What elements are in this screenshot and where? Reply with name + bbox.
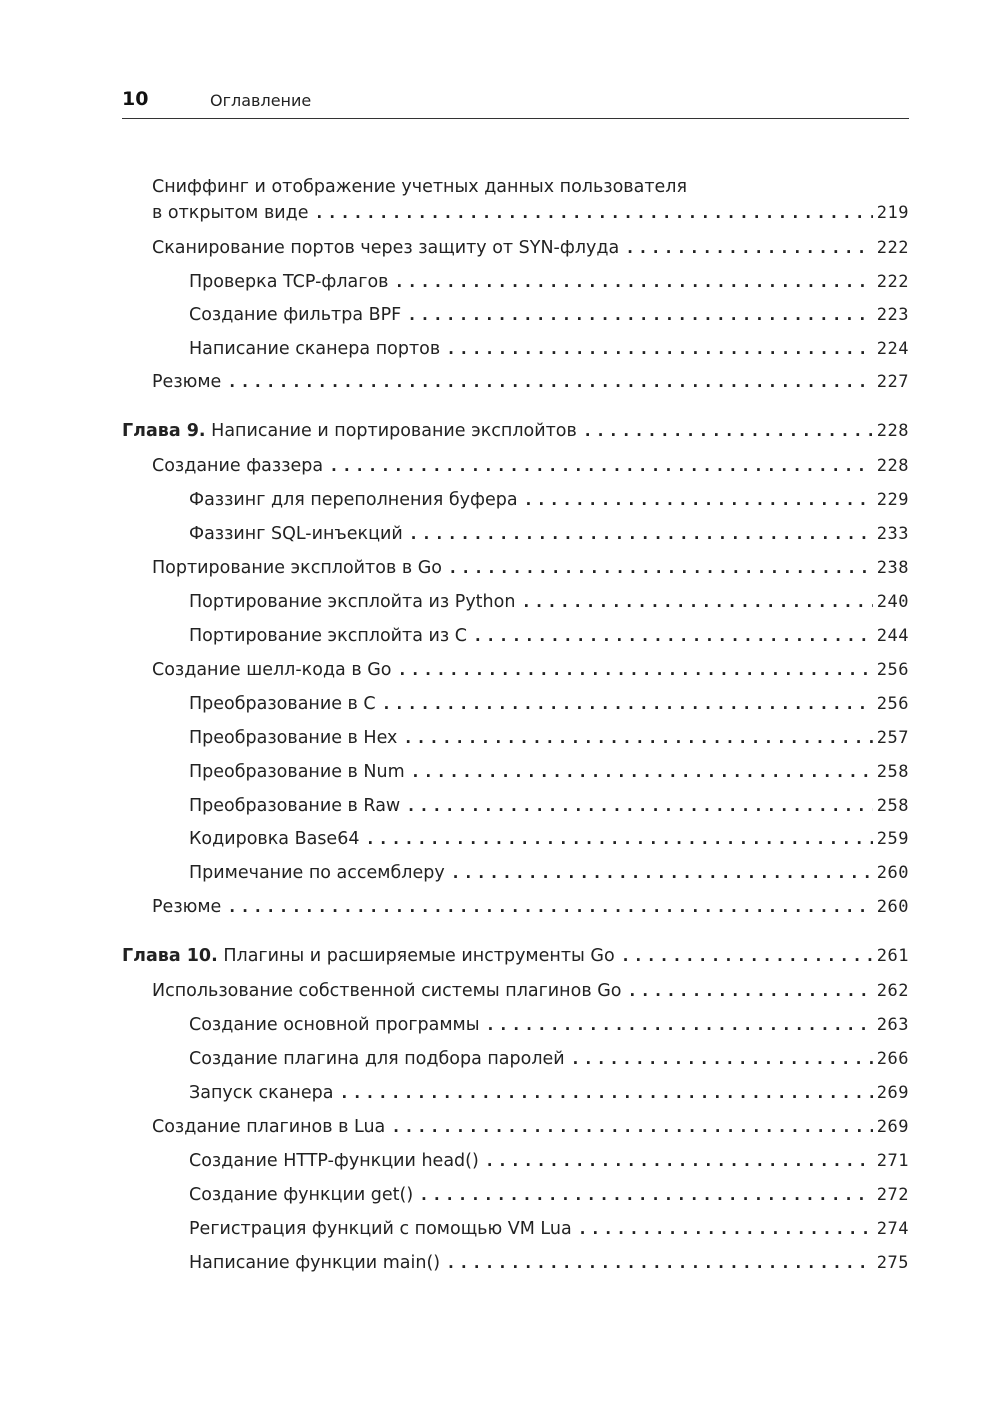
- dot-leader: [578, 1216, 873, 1242]
- dot-leader: [583, 418, 873, 444]
- dot-leader: [485, 1148, 873, 1174]
- toc-entry-text: Написание сканера портов: [189, 339, 441, 359]
- toc-entry-text: Плагины и расширяемые инструменты Go: [223, 946, 615, 966]
- toc-section-entry[interactable]: [152, 200, 909, 226]
- toc-subsection-entry[interactable]: [189, 487, 909, 513]
- toc-entry-title: [189, 1216, 572, 1242]
- toc-subsection-entry[interactable]: [189, 826, 909, 852]
- toc-page-number: 223: [876, 305, 909, 325]
- toc-subsection-entry[interactable]: [189, 521, 909, 547]
- toc-subsection-entry[interactable]: [189, 336, 909, 362]
- toc-subsection-entry[interactable]: [189, 793, 909, 819]
- toc-entry-title: [189, 826, 359, 852]
- toc-entry-text: Написание и портирование эксплойтов: [211, 421, 577, 441]
- toc-page-number: 229: [876, 490, 909, 510]
- toc-subsection-entry[interactable]: [189, 1012, 909, 1038]
- toc-page-number: 260: [876, 863, 909, 883]
- dot-leader: [409, 521, 873, 547]
- toc-entry-text: Примечание по ассемблеру: [189, 863, 445, 883]
- toc-page-number: 262: [876, 981, 909, 1001]
- toc-entry-title: [189, 302, 401, 328]
- toc-entry-title: [189, 691, 376, 717]
- toc-entry-title: [189, 1080, 333, 1106]
- toc-section-entry[interactable]: [152, 657, 909, 683]
- dot-leader: [621, 943, 873, 969]
- toc-page-number: 224: [876, 339, 909, 359]
- toc-chapter-entry[interactable]: [122, 943, 909, 969]
- toc-page-number: 259: [876, 829, 909, 849]
- toc-subsection-entry[interactable]: [189, 725, 909, 751]
- page-number: 10: [122, 88, 149, 110]
- toc-entry-title: [189, 1012, 480, 1038]
- dot-leader: [446, 336, 873, 362]
- toc-entry-title: [122, 943, 615, 969]
- toc-entry-title: [152, 235, 619, 261]
- toc-page-number: 266: [876, 1049, 909, 1069]
- toc-entry-text: Создание плагинов в Lua: [152, 1117, 386, 1137]
- toc-subsection-entry[interactable]: [189, 623, 909, 649]
- toc-page-number: 263: [876, 1015, 909, 1035]
- toc-entry-text: Проверка TCP-флагов: [189, 272, 389, 292]
- toc-subsection-entry[interactable]: [189, 1080, 909, 1106]
- dot-leader: [451, 860, 873, 886]
- toc-section-entry[interactable]: [152, 369, 909, 395]
- dot-leader: [407, 302, 873, 328]
- toc-entry-title: [152, 200, 309, 226]
- toc-page-number: 228: [876, 456, 909, 476]
- toc-entry-title: [189, 725, 397, 751]
- toc-subsection-entry[interactable]: [189, 302, 909, 328]
- dot-leader: [397, 657, 872, 683]
- toc-entry-title: [189, 336, 440, 362]
- toc-subsection-entry[interactable]: [189, 759, 909, 785]
- toc-entry-text: Преобразование в Num: [189, 762, 405, 782]
- toc-entry-title: [152, 1114, 385, 1140]
- toc-entry-text: Резюме: [152, 372, 222, 392]
- toc-page-number: 256: [876, 694, 909, 714]
- toc-subsection-entry[interactable]: [189, 589, 909, 615]
- toc-page-number: 222: [876, 238, 909, 258]
- toc-entry-text: Запуск сканера: [189, 1083, 334, 1103]
- toc-entry-title: [152, 555, 442, 581]
- toc-entry-title: [189, 1182, 413, 1208]
- toc-page-number: 274: [876, 1219, 909, 1239]
- toc-page-number: 260: [876, 897, 909, 917]
- toc-page-number: 271: [876, 1151, 909, 1171]
- toc-page-number: 222: [876, 272, 909, 292]
- toc-section-entry[interactable]: [152, 453, 909, 479]
- dot-leader: [391, 1114, 873, 1140]
- toc-chapter-entry[interactable]: [122, 418, 909, 444]
- toc-entry-text: Сканирование портов через защиту от SYN-флуда: [152, 238, 620, 258]
- dot-leader: [521, 589, 872, 615]
- toc-page-number: 257: [876, 728, 909, 748]
- toc-entry-text: Фаззинг для переполнения буфера: [189, 490, 518, 510]
- dot-leader: [627, 978, 872, 1004]
- toc-entry-text: Создание плагина для подбора паролей: [189, 1049, 565, 1069]
- toc-entry-text: Использование собственной системы плагинов Go: [152, 981, 622, 1001]
- toc-entry-title: [152, 894, 221, 920]
- toc-section-entry[interactable]: [152, 1114, 909, 1140]
- toc-subsection-entry[interactable]: [189, 1182, 909, 1208]
- toc-page-number: 275: [876, 1253, 909, 1273]
- toc-entry-title: [189, 623, 467, 649]
- dot-leader: [446, 1250, 873, 1276]
- running-title: Оглавление: [210, 91, 312, 110]
- toc-page-number: 233: [876, 524, 909, 544]
- toc-entry-text: Преобразование в Hex: [189, 728, 398, 748]
- toc-entry-title: [189, 521, 403, 547]
- toc-section-entry[interactable]: [152, 555, 909, 581]
- dot-leader: [411, 759, 873, 785]
- toc-entry-text: Портирование эксплойтов в Go: [152, 558, 442, 578]
- toc-page-number: 244: [876, 626, 909, 646]
- toc-page-number: 269: [876, 1117, 909, 1137]
- toc-entry-title: [152, 453, 323, 479]
- toc-entry-title: [189, 1046, 565, 1072]
- toc-subsection-entry[interactable]: [189, 1216, 909, 1242]
- toc-entry-title: [189, 759, 405, 785]
- dot-leader: [315, 200, 873, 226]
- toc-entry-text: Создание шелл-кода в Go: [152, 660, 392, 680]
- dot-leader: [339, 1080, 872, 1106]
- toc-section-entry[interactable]: [152, 894, 909, 920]
- toc-entry-title: [189, 1250, 440, 1276]
- toc-page-number: 258: [876, 762, 909, 782]
- toc-page-number: 227: [876, 372, 909, 392]
- toc-entry-title: [189, 589, 515, 615]
- toc-entry-text: Портирование эксплойта из C: [189, 626, 467, 646]
- toc-subsection-entry[interactable]: [189, 1250, 909, 1276]
- toc-entry-title: [152, 657, 391, 683]
- chapter-label: Глава 9.: [122, 421, 206, 441]
- toc-entry-title: [189, 269, 388, 295]
- dot-leader: [571, 1046, 873, 1072]
- toc-entry-text: Создание функции get(): [189, 1185, 414, 1205]
- dot-leader: [524, 487, 873, 513]
- table-of-contents: [122, 0, 909, 1413]
- toc-entry-title: [152, 369, 221, 395]
- toc-entry-text: Преобразование в Raw: [189, 796, 401, 816]
- toc-subsection-entry[interactable]: [189, 691, 909, 717]
- dot-leader: [365, 826, 872, 852]
- dot-leader: [227, 369, 872, 395]
- toc-page-number: 238: [876, 558, 909, 578]
- dot-leader: [227, 894, 872, 920]
- toc-entry-text: Портирование эксплойта из Python: [189, 592, 516, 612]
- toc-entry-text: Фаззинг SQL-инъекций: [189, 524, 403, 544]
- toc-entry-text: Создание основной программы: [189, 1015, 480, 1035]
- toc-entry-first-line: Сниффинг и отображение учетных данных пользователя: [152, 177, 688, 197]
- toc-entry-text: Кодировка Base64: [189, 829, 360, 849]
- toc-entry-text: Резюме: [152, 897, 222, 917]
- dot-leader: [382, 691, 873, 717]
- toc-entry-text: Создание фаззера: [152, 456, 324, 476]
- dot-leader: [406, 793, 873, 819]
- toc-entry-title: [189, 860, 445, 886]
- toc-section-entry[interactable]: [152, 235, 909, 261]
- toc-entry-text: Регистрация функций с помощью VM Lua: [189, 1219, 572, 1239]
- toc-entry-title: [122, 418, 577, 444]
- toc-entry-text: Написание функции main(): [189, 1253, 441, 1273]
- toc-page-number: 261: [876, 946, 909, 966]
- toc-page-number: 258: [876, 796, 909, 816]
- toc-entry-text: Создание фильтра BPF: [189, 305, 402, 325]
- dot-leader: [419, 1182, 873, 1208]
- toc-subsection-entry[interactable]: [189, 1148, 909, 1174]
- toc-entry-title: [189, 487, 518, 513]
- toc-page-number: 272: [876, 1185, 909, 1205]
- toc-entry-text: в открытом виде: [152, 203, 309, 223]
- dot-leader: [473, 623, 873, 649]
- dot-leader: [448, 555, 873, 581]
- toc-entry-title: [189, 793, 400, 819]
- toc-subsection-entry[interactable]: [189, 269, 909, 295]
- chapter-label: Глава 10.: [122, 946, 218, 966]
- toc-subsection-entry[interactable]: [189, 1046, 909, 1072]
- toc-page-number: 256: [876, 660, 909, 680]
- dot-leader: [486, 1012, 873, 1038]
- dot-leader: [403, 725, 872, 751]
- toc-entry-text: Создание HTTP-функции head(): [189, 1151, 479, 1171]
- toc-page-number: 240: [876, 592, 909, 612]
- toc-entry-text: Преобразование в C: [189, 694, 376, 714]
- toc-page-number: 219: [876, 203, 909, 223]
- toc-page-number: 269: [876, 1083, 909, 1103]
- dot-leader: [625, 235, 873, 261]
- dot-leader: [329, 453, 873, 479]
- toc-entry-title: [189, 1148, 479, 1174]
- toc-page-number: 228: [876, 421, 909, 441]
- dot-leader: [394, 269, 872, 295]
- toc-entry-title: [152, 978, 621, 1004]
- toc-subsection-entry[interactable]: [189, 860, 909, 886]
- toc-section-entry[interactable]: [152, 978, 909, 1004]
